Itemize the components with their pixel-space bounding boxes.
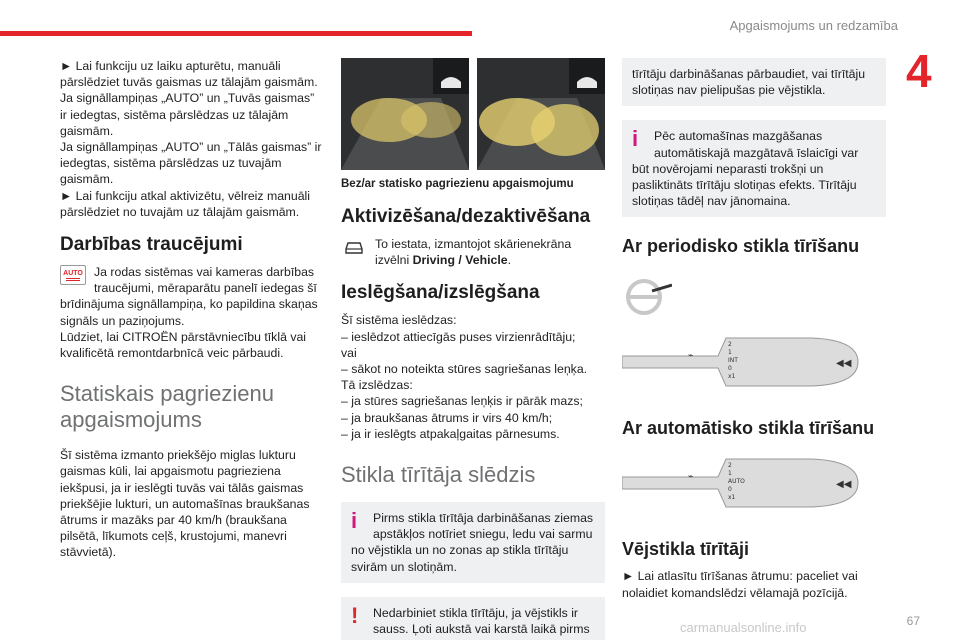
warning-note: ! Nedarbiniet stikla tīrītāju, ja vējstikls ir sauss. Ļoti aukstā vai karstā laikā pirms — [341, 597, 605, 640]
warning-note-continued: tīrītāju darbināšanas pārbaudiet, vai tīrītāju slotiņas nav pielipušas pie vējstikla. — [622, 58, 886, 106]
svg-text:⌁: ⌁ — [688, 472, 694, 483]
column-2 — [341, 58, 605, 640]
activation-text: To iestata, izmantojot skārienekrāna izvēlni Driving / Vehicle. — [341, 236, 605, 268]
column-3 — [622, 58, 886, 601]
wiper-stalk-automatic — [622, 451, 862, 515]
svg-text:x1: x1 — [728, 494, 736, 502]
paragraph: Ja signāllampiņas „AUTO” un „Tuvās gaismas” ir iedegtas, sistēma pārslēdzas uz tālajām gaismām. — [60, 91, 315, 138]
paragraph: ► Lai funkciju uz laiku apturētu, manuāli pārslēdziet tuvās gaismas uz tālajām gaismām. — [60, 59, 318, 90]
svg-text:⌁: ⌁ — [688, 351, 694, 362]
section-title-faults: Darbības traucējumi — [60, 234, 243, 256]
section-title-activation: Aktivizēšana/dezaktivēšana — [341, 206, 591, 227]
svg-text:0: 0 — [728, 365, 732, 373]
section-title-static-lighting: Statiskais pagriezienu apgaismojums — [60, 381, 275, 433]
svg-text:x1: x1 — [728, 373, 736, 381]
paragraph: Ja signāllampiņas „AUTO” un „Tālās gaismas” ir iedegtas, sistēma pārslēdzas uz tuvajām gaismām. — [60, 140, 322, 187]
paragraph: ► Lai funkciju atkal aktivizētu, vēlreiz manuāli pārslēdziet no tuvajām uz tālajām gaismām. — [60, 188, 311, 219]
svg-text:AUTO: AUTO — [728, 478, 745, 486]
svg-text:2: 2 — [728, 462, 732, 470]
windscreen-wipers-text: ► Lai atlasītu tīrīšanas ātrumu: paceliet vai nolaidiet komandslēdzi vēlamajā pozīcijā. — [622, 569, 858, 600]
info-note-car-wash: i Pēc automašīnas mazgāšanas automātiskajā mazgātavā īslaicīgi var būt novērojami neparasti trokšņi un pasliktināts tīrītāju slotiņas efekts. Tīrītāju slotiņas tādēļ nav jānomaina. — [622, 120, 886, 217]
auto-lights-warning-icon: AUTO — [60, 265, 86, 285]
photo-with-cornering-light — [477, 58, 605, 170]
watermark: carmanualsonline.info — [680, 620, 807, 635]
running-header: Apgaismojums un redzamība — [729, 18, 898, 33]
chapter-number: 4 — [906, 45, 932, 97]
intro-text — [60, 58, 322, 220]
photo-without-cornering-light — [341, 58, 469, 170]
fault-text: AUTO Ja rodas sistēmas vai kameras darbības traucējumi, mēraparātu panelī iedegas šī brīdinājuma signāllampiņa, ko papildina skaņas signāls un paziņojums. Lūdziet, lai CITROËN pārstāvniecību tīklā vai kvalificētā remontdarbnīcā veic pārbaudi. — [60, 265, 318, 361]
svg-text:1: 1 — [728, 349, 732, 357]
info-icon: i — [351, 508, 358, 534]
car-settings-icon — [341, 237, 367, 257]
section-title-periodic-wiping: Ar periodisko stikla tīrīšanu — [622, 236, 860, 257]
page-number: 67 — [906, 614, 920, 628]
switching-text: Šī sistēma ieslēdzas: – ieslēdzot attiecīgās puses virzienrādītāju; vai – sākot no noteikta stūres sagriešanas leņķa. Tā izslēdzas: – ja stūres sagriešanas leņķis ir pārāk mazs; – ja braukšanas ātrums ir virs 40 km/h; – ja ir ieslēgts atpakaļgaitas pārnesums. — [341, 313, 588, 441]
wiper-stalk-intermittent — [622, 330, 862, 394]
column-1 — [60, 58, 322, 561]
photo-caption: Bez/ar statisko pagriezienu apgaismojumu — [341, 178, 574, 190]
section-title-windscreen-wipers: Vējstikla tīrītāji — [622, 539, 750, 560]
svg-text:1: 1 — [728, 470, 732, 478]
cornering-light-photos — [341, 58, 605, 170]
svg-text:0: 0 — [728, 486, 732, 494]
header-accent-bar — [0, 31, 472, 36]
warning-icon: ! — [351, 602, 359, 628]
steering-wheel-icon — [622, 277, 672, 317]
section-title-switching: Ieslēgšana/izslēgšana — [341, 282, 540, 304]
section-title-auto-wiping: Ar automātisko stikla tīrīšanu — [622, 418, 875, 439]
info-note: i Pirms stikla tīrītāja darbināšanas ziemas apstākļos notīriet sniegu, ledu vai sarmu no vējstikla un no zonas ap stikla tīrītāju svirām un slotiņām. — [341, 502, 605, 583]
svg-text:◀◀: ◀◀ — [836, 479, 852, 491]
svg-text:2: 2 — [728, 341, 732, 349]
svg-text:◀◀: ◀◀ — [836, 358, 852, 370]
static-lighting-text: Šī sistēma izmanto priekšējo miglas lukturu gaismas kūli, lai apgaismotu pagrieziena iekšpusi, ja ir ieslēgti tuvās vai tālās gaismas priekšējie lukturi, un automašīnas braukšanas ātrums ir mazāks par 40 km/h (braukšana pilsētā, līkumots ceļš, krustojumi, manevri stāvvietā). — [60, 448, 310, 560]
svg-text:INT: INT — [728, 357, 738, 365]
info-icon: i — [632, 126, 639, 152]
section-title-wiper-switch: Stikla tīrītāja slēdzis — [341, 462, 536, 488]
